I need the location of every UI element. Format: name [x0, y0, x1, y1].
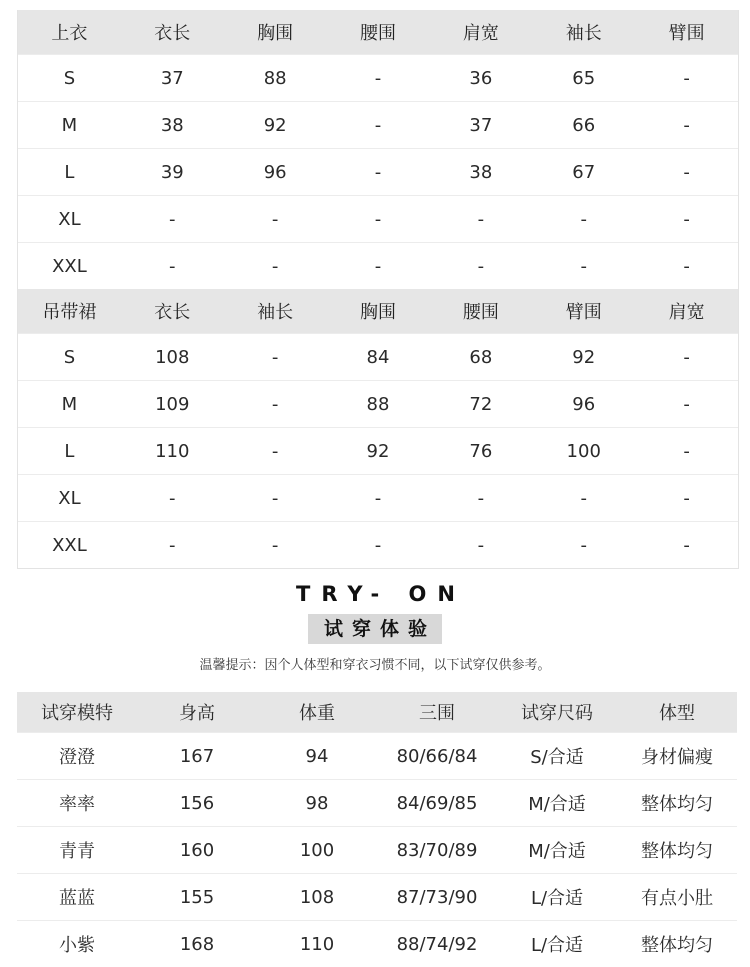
- table-cell: 80/66/84: [396, 745, 478, 767]
- table-cell: 88/74/92: [396, 933, 478, 955]
- header-cell: 三围: [419, 703, 455, 724]
- table-cell: 109: [155, 393, 190, 415]
- table-row: [18, 427, 738, 474]
- table-cell: 72: [469, 393, 493, 415]
- table-cell: -: [374, 161, 382, 183]
- table-cell: -: [580, 487, 587, 509]
- table-row: [17, 779, 737, 826]
- table-cell: L/合适: [530, 935, 584, 956]
- table-cell: -: [683, 393, 690, 415]
- table-cell: 87/73/90: [396, 886, 478, 908]
- header-cell: 臂围: [565, 302, 602, 323]
- table-cell: -: [580, 534, 587, 556]
- table-cell: -: [683, 346, 690, 368]
- table-cell: 108: [155, 346, 190, 368]
- table-cell: 96: [572, 393, 596, 415]
- table-cell: -: [169, 534, 176, 556]
- header-cell: 胸围: [257, 23, 294, 44]
- table-cell: -: [374, 114, 382, 136]
- table-cell: -: [477, 255, 485, 277]
- table-row: [18, 474, 738, 521]
- table-cell: M/合适: [528, 794, 586, 815]
- table-cell: 65: [572, 67, 596, 89]
- table-header: [18, 10, 738, 54]
- header-cell: 身高: [179, 703, 215, 724]
- table-cell: -: [683, 534, 690, 556]
- table-cell: 67: [572, 161, 596, 183]
- table-cell: 身材偏瘦: [641, 747, 713, 768]
- header-cell: 体型: [659, 703, 695, 724]
- table-header: [18, 289, 738, 333]
- table-cell: 92: [366, 440, 390, 462]
- header-cell: 吊带裙: [42, 302, 97, 323]
- table-cell: 整体均匀: [641, 935, 713, 956]
- top-size-table: [18, 10, 738, 289]
- table-cell: M: [61, 114, 78, 136]
- header-cell: 肩宽: [668, 302, 705, 323]
- table-cell: 84/69/85: [396, 792, 478, 814]
- table-row: [18, 195, 738, 242]
- table-cell: 39: [160, 161, 184, 183]
- table-cell: 92: [263, 114, 287, 136]
- table-cell: 94: [305, 745, 329, 767]
- table-cell: XXL: [52, 534, 87, 556]
- header-cell: 臂围: [668, 23, 705, 44]
- table-cell: 青青: [59, 841, 95, 862]
- header-cell: 试穿模特: [41, 703, 113, 724]
- table-cell: -: [271, 393, 279, 415]
- table-cell: 167: [179, 745, 215, 767]
- table-row: [18, 101, 738, 148]
- table-cell: -: [683, 114, 690, 136]
- table-cell: 168: [179, 933, 215, 955]
- table-cell: 84: [366, 346, 390, 368]
- table-cell: -: [580, 255, 587, 277]
- table-cell: -: [683, 487, 690, 509]
- table-cell: -: [169, 487, 176, 509]
- table-cell: -: [683, 255, 690, 277]
- table-cell: 澄澄: [59, 747, 95, 768]
- section-subtitle: 试穿体验: [308, 614, 442, 644]
- table-cell: 38: [160, 114, 184, 136]
- table-row: [17, 873, 737, 920]
- table-cell: 156: [179, 792, 215, 814]
- table-cell: XL: [58, 208, 81, 230]
- table-row: [18, 148, 738, 195]
- table-header: [17, 692, 737, 732]
- table-cell: 110: [299, 933, 335, 955]
- size-chart: [17, 10, 739, 569]
- table-cell: 155: [179, 886, 215, 908]
- table-cell: -: [271, 255, 279, 277]
- table-cell: M/合适: [528, 841, 586, 862]
- try-on-section: [0, 580, 750, 673]
- table-cell: 37: [160, 67, 184, 89]
- table-cell: -: [683, 208, 690, 230]
- header-cell: 肩宽: [462, 23, 499, 44]
- header-cell: 上衣: [51, 23, 88, 44]
- table-cell: -: [374, 487, 382, 509]
- header-cell: 袖长: [565, 23, 602, 44]
- model-try-on-table: [17, 692, 737, 967]
- table-cell: -: [271, 487, 279, 509]
- table-cell: 66: [572, 114, 596, 136]
- table-cell: 36: [469, 67, 493, 89]
- table-cell: -: [271, 440, 279, 462]
- table-cell: -: [374, 67, 382, 89]
- table-cell: -: [169, 208, 176, 230]
- table-cell: 88: [366, 393, 390, 415]
- table-cell: 整体均匀: [641, 794, 713, 815]
- table-cell: 96: [263, 161, 287, 183]
- table-cell: 88: [263, 67, 287, 89]
- table-cell: -: [477, 208, 485, 230]
- table-cell: 蓝蓝: [59, 888, 95, 909]
- table-cell: 76: [469, 440, 493, 462]
- table-cell: 108: [299, 886, 335, 908]
- table-cell: -: [271, 346, 279, 368]
- table-cell: L/合适: [530, 888, 584, 909]
- header-cell: 腰围: [462, 302, 499, 323]
- table-cell: -: [169, 255, 176, 277]
- table-cell: -: [477, 534, 485, 556]
- table-cell: XL: [58, 487, 81, 509]
- table-cell: L: [64, 440, 75, 462]
- header-cell: 衣长: [154, 302, 191, 323]
- header-cell: 试穿尺码: [521, 703, 593, 724]
- table-row: [18, 54, 738, 101]
- table-cell: S: [63, 67, 76, 89]
- table-cell: -: [374, 255, 382, 277]
- table-cell: 68: [469, 346, 493, 368]
- header-cell: 衣长: [154, 23, 191, 44]
- table-cell: -: [271, 534, 279, 556]
- table-row: [17, 826, 737, 873]
- table-cell: M: [61, 393, 78, 415]
- table-cell: S: [63, 346, 76, 368]
- table-row: [18, 242, 738, 289]
- table-cell: 37: [469, 114, 493, 136]
- table-cell: 整体均匀: [641, 841, 713, 862]
- tip-note: 温馨提示：因个人体型和穿衣习惯不同，以下试穿仅供参考。: [199, 658, 551, 673]
- table-cell: -: [374, 534, 382, 556]
- table-cell: 83/70/89: [396, 839, 478, 861]
- header-cell: 体重: [299, 703, 335, 724]
- table-cell: -: [683, 67, 690, 89]
- table-cell: 160: [179, 839, 215, 861]
- table-row: [18, 333, 738, 380]
- table-cell: -: [477, 487, 485, 509]
- table-cell: -: [683, 440, 690, 462]
- section-title: TRY- ON: [296, 582, 466, 606]
- table-cell: XXL: [52, 255, 87, 277]
- table-cell: 110: [155, 440, 190, 462]
- table-row: [18, 521, 738, 568]
- table-cell: S/合适: [530, 747, 584, 768]
- header-cell: 袖长: [257, 302, 294, 323]
- table-row: [17, 732, 737, 779]
- table-cell: 100: [566, 440, 601, 462]
- table-cell: L: [64, 161, 75, 183]
- header-cell: 胸围: [360, 302, 396, 323]
- table-cell: -: [580, 208, 587, 230]
- table-cell: 98: [305, 792, 329, 814]
- table-cell: -: [374, 208, 382, 230]
- table-cell: 92: [572, 346, 596, 368]
- table-cell: 率率: [59, 794, 95, 815]
- header-cell: 腰围: [360, 23, 396, 44]
- dress-size-table: [18, 289, 738, 568]
- table-cell: -: [271, 208, 279, 230]
- table-row: [18, 380, 738, 427]
- table-cell: 38: [469, 161, 493, 183]
- table-cell: -: [683, 161, 690, 183]
- table-cell: 小紫: [59, 935, 95, 956]
- table-cell: 有点小肚: [641, 888, 713, 909]
- table-cell: 100: [299, 839, 335, 861]
